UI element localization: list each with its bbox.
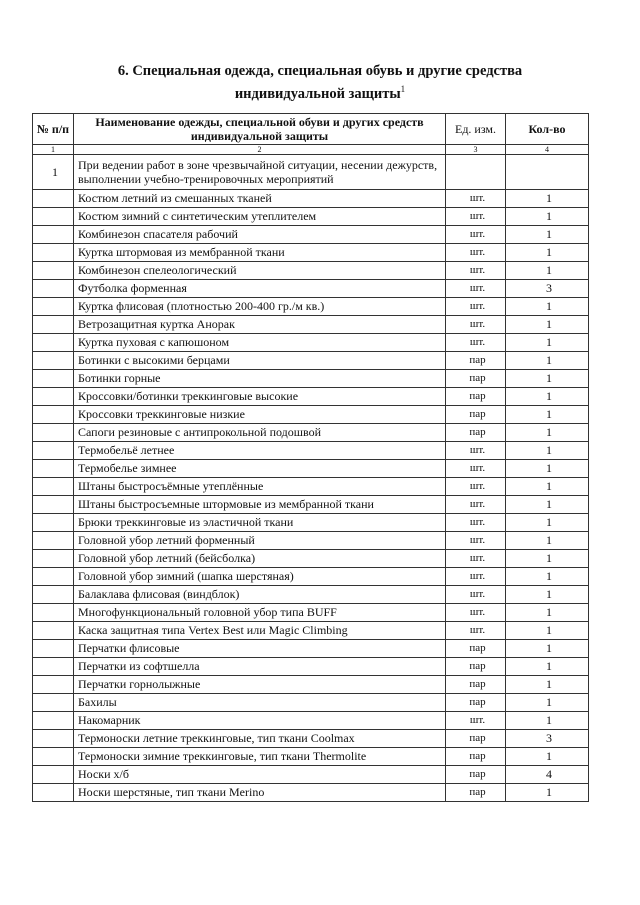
item-name: Комбинезон спелеологический (74, 262, 446, 280)
table-row (33, 298, 589, 316)
column-numbers-row (33, 145, 589, 155)
item-name: Ботинки горные (74, 370, 446, 388)
item-quantity: 1 (506, 262, 589, 280)
row-number-cell (33, 190, 74, 208)
item-name: Термоноски зимние треккинговые, тип ткани Thermolite (74, 748, 446, 766)
row-number-cell (33, 370, 74, 388)
item-name: Многофункциональный головной убор типа BUFF (74, 604, 446, 622)
row-number-cell (33, 442, 74, 460)
table-row (33, 352, 589, 370)
item-unit: пар (446, 676, 506, 694)
footnote-mark: 1 (400, 84, 406, 94)
row-number-cell (33, 622, 74, 640)
table-row (33, 586, 589, 604)
group-qty-empty (506, 155, 589, 190)
row-number-cell (33, 532, 74, 550)
table-row (33, 766, 589, 784)
table-row (33, 442, 589, 460)
row-number-cell (33, 766, 74, 784)
table-row (33, 208, 589, 226)
item-name: Термобельё летнее (74, 442, 446, 460)
item-name: Перчатки горнолыжные (74, 676, 446, 694)
item-unit: шт. (446, 532, 506, 550)
column-number: 1 (33, 145, 74, 155)
item-name: Кроссовки треккинговые низкие (74, 406, 446, 424)
item-unit: шт. (446, 190, 506, 208)
item-unit: пар (446, 370, 506, 388)
item-name: Сапоги резиновые с антипрокольной подошвой (74, 424, 446, 442)
item-name: Носки х/б (74, 766, 446, 784)
item-unit: пар (446, 784, 506, 802)
row-number-cell (33, 550, 74, 568)
table-row (33, 370, 589, 388)
row-number-cell (33, 424, 74, 442)
row-number-cell (33, 352, 74, 370)
item-unit: пар (446, 766, 506, 784)
row-number-cell (33, 694, 74, 712)
item-name: Термоноски летние треккинговые, тип ткани Coolmax (74, 730, 446, 748)
row-number-cell (33, 334, 74, 352)
item-quantity: 4 (506, 766, 589, 784)
item-name: Куртка флисовая (плотностью 200-400 гр./м кв.) (74, 298, 446, 316)
header-unit: Ед. изм. (446, 114, 506, 145)
header-no: № п/п (33, 114, 74, 145)
section-title-line-2 (0, 80, 640, 103)
table-row (33, 388, 589, 406)
item-quantity: 1 (506, 568, 589, 586)
item-quantity: 1 (506, 190, 589, 208)
item-name: Головной убор зимний (шапка шерстяная) (74, 568, 446, 586)
item-unit: шт. (446, 208, 506, 226)
item-unit: шт. (446, 316, 506, 334)
item-name: Перчатки из софтшелла (74, 658, 446, 676)
item-unit: шт. (446, 334, 506, 352)
item-name: Брюки треккинговые из эластичной ткани (74, 514, 446, 532)
column-number: 4 (506, 145, 589, 155)
table-row (33, 622, 589, 640)
column-number: 2 (74, 145, 446, 155)
item-quantity: 1 (506, 298, 589, 316)
table-row (33, 496, 589, 514)
table-row (33, 568, 589, 586)
row-number-cell (33, 208, 74, 226)
item-quantity: 1 (506, 388, 589, 406)
item-name: Носки шерстяные, тип ткани Merino (74, 784, 446, 802)
table-row (33, 478, 589, 496)
item-quantity: 1 (506, 784, 589, 802)
equipment-table (32, 113, 589, 802)
item-quantity: 1 (506, 532, 589, 550)
item-quantity: 3 (506, 730, 589, 748)
row-number-cell (33, 658, 74, 676)
item-name: Костюм зимний с синтетическим утеплителем (74, 208, 446, 226)
item-unit: пар (446, 730, 506, 748)
item-unit: шт. (446, 496, 506, 514)
item-unit: пар (446, 640, 506, 658)
item-quantity: 1 (506, 478, 589, 496)
item-name: Комбинезон спасателя рабочий (74, 226, 446, 244)
item-quantity: 1 (506, 676, 589, 694)
table-row (33, 244, 589, 262)
table-row (33, 748, 589, 766)
item-name: Бахилы (74, 694, 446, 712)
item-name: Каска защитная типа Vertex Best или Magic Climbing (74, 622, 446, 640)
item-name: Перчатки флисовые (74, 640, 446, 658)
item-name: Кроссовки/ботинки треккинговые высокие (74, 388, 446, 406)
row-number-cell (33, 244, 74, 262)
item-quantity: 1 (506, 442, 589, 460)
row-number-cell (33, 226, 74, 244)
item-name: Футболка форменная (74, 280, 446, 298)
row-number-cell (33, 676, 74, 694)
table-row (33, 226, 589, 244)
row-number-cell (33, 568, 74, 586)
item-quantity: 1 (506, 712, 589, 730)
item-quantity: 1 (506, 460, 589, 478)
item-quantity: 1 (506, 244, 589, 262)
item-unit: пар (446, 658, 506, 676)
item-quantity: 1 (506, 694, 589, 712)
item-unit: шт. (446, 550, 506, 568)
item-quantity: 3 (506, 280, 589, 298)
item-name: Куртка пуховая с капюшоном (74, 334, 446, 352)
item-name: Штаны быстросъемные штормовые из мембранной ткани (74, 496, 446, 514)
header-qty: Кол-во (506, 114, 589, 145)
item-quantity: 1 (506, 748, 589, 766)
item-unit: шт. (446, 586, 506, 604)
row-number-cell (33, 478, 74, 496)
table-row (33, 604, 589, 622)
item-quantity: 1 (506, 352, 589, 370)
item-name: Ветрозащитная куртка Анорак (74, 316, 446, 334)
row-number-cell (33, 604, 74, 622)
item-unit: шт. (446, 460, 506, 478)
row-number-cell (33, 262, 74, 280)
item-unit: шт. (446, 298, 506, 316)
table-row (33, 190, 589, 208)
item-unit: шт. (446, 622, 506, 640)
item-unit: пар (446, 424, 506, 442)
item-quantity: 1 (506, 604, 589, 622)
table-row (33, 514, 589, 532)
table-row (33, 460, 589, 478)
row-number-cell (33, 712, 74, 730)
table-row (33, 658, 589, 676)
group-unit-empty (446, 155, 506, 190)
item-name: Головной убор летний (бейсболка) (74, 550, 446, 568)
item-quantity: 1 (506, 208, 589, 226)
item-name: Штаны быстросъёмные утеплённые (74, 478, 446, 496)
item-name: Костюм летний из смешанных тканей (74, 190, 446, 208)
item-quantity: 1 (506, 370, 589, 388)
item-quantity: 1 (506, 226, 589, 244)
item-unit: шт. (446, 514, 506, 532)
item-quantity: 1 (506, 424, 589, 442)
item-name: Балаклава флисовая (виндблок) (74, 586, 446, 604)
header-name: Наименование одежды, специальной обуви и других средств индивидуальной защиты (74, 114, 446, 145)
row-number-cell (33, 406, 74, 424)
item-unit: шт. (446, 712, 506, 730)
item-name: Головной убор летний форменный (74, 532, 446, 550)
row-number-cell (33, 514, 74, 532)
item-quantity: 1 (506, 640, 589, 658)
item-quantity: 1 (506, 658, 589, 676)
item-unit: шт. (446, 262, 506, 280)
item-quantity: 1 (506, 334, 589, 352)
item-unit: шт. (446, 568, 506, 586)
item-unit: шт. (446, 604, 506, 622)
item-unit: пар (446, 748, 506, 766)
table-row (33, 640, 589, 658)
row-number-cell (33, 748, 74, 766)
section-title-text: индивидуальной защиты (234, 86, 401, 102)
table-row (33, 316, 589, 334)
row-number-cell (33, 784, 74, 802)
row-number-cell (33, 388, 74, 406)
row-number-cell (33, 586, 74, 604)
table-row (33, 676, 589, 694)
item-unit: пар (446, 352, 506, 370)
table-row (33, 334, 589, 352)
item-quantity: 1 (506, 496, 589, 514)
item-quantity: 1 (506, 622, 589, 640)
table-row (33, 280, 589, 298)
item-unit: шт. (446, 478, 506, 496)
row-number-cell (33, 640, 74, 658)
item-unit: шт. (446, 442, 506, 460)
table-row (33, 424, 589, 442)
item-quantity: 1 (506, 406, 589, 424)
item-name: Накомарник (74, 712, 446, 730)
row-number-cell (33, 496, 74, 514)
item-unit: пар (446, 406, 506, 424)
row-number-cell (33, 298, 74, 316)
item-quantity: 1 (506, 550, 589, 568)
group-name: При ведении работ в зоне чрезвычайной ситуации, несении дежурств, выполнении учебно-тренировочных мероприятий (74, 155, 446, 190)
table-row (33, 712, 589, 730)
item-quantity: 1 (506, 316, 589, 334)
table-row (33, 550, 589, 568)
item-unit: шт. (446, 280, 506, 298)
group-row (33, 155, 589, 190)
table-row (33, 784, 589, 802)
group-number: 1 (33, 155, 74, 190)
section-title-line-1: 6. Специальная одежда, специальная обувь и другие средства (117, 63, 523, 79)
table-row (33, 532, 589, 550)
item-unit: пар (446, 388, 506, 406)
row-number-cell (33, 316, 74, 334)
item-name: Термобелье зимнее (74, 460, 446, 478)
item-name: Куртка штормовая из мембранной ткани (74, 244, 446, 262)
table-header-row (33, 114, 589, 145)
column-number: 3 (446, 145, 506, 155)
item-unit: шт. (446, 244, 506, 262)
table-row (33, 262, 589, 280)
item-unit: пар (446, 694, 506, 712)
row-number-cell (33, 730, 74, 748)
item-name: Ботинки с высокими берцами (74, 352, 446, 370)
table-row (33, 406, 589, 424)
row-number-cell (33, 280, 74, 298)
table-row (33, 694, 589, 712)
item-quantity: 1 (506, 514, 589, 532)
section-title (0, 62, 640, 103)
item-unit: шт. (446, 226, 506, 244)
table-row (33, 730, 589, 748)
item-quantity: 1 (506, 586, 589, 604)
row-number-cell (33, 460, 74, 478)
